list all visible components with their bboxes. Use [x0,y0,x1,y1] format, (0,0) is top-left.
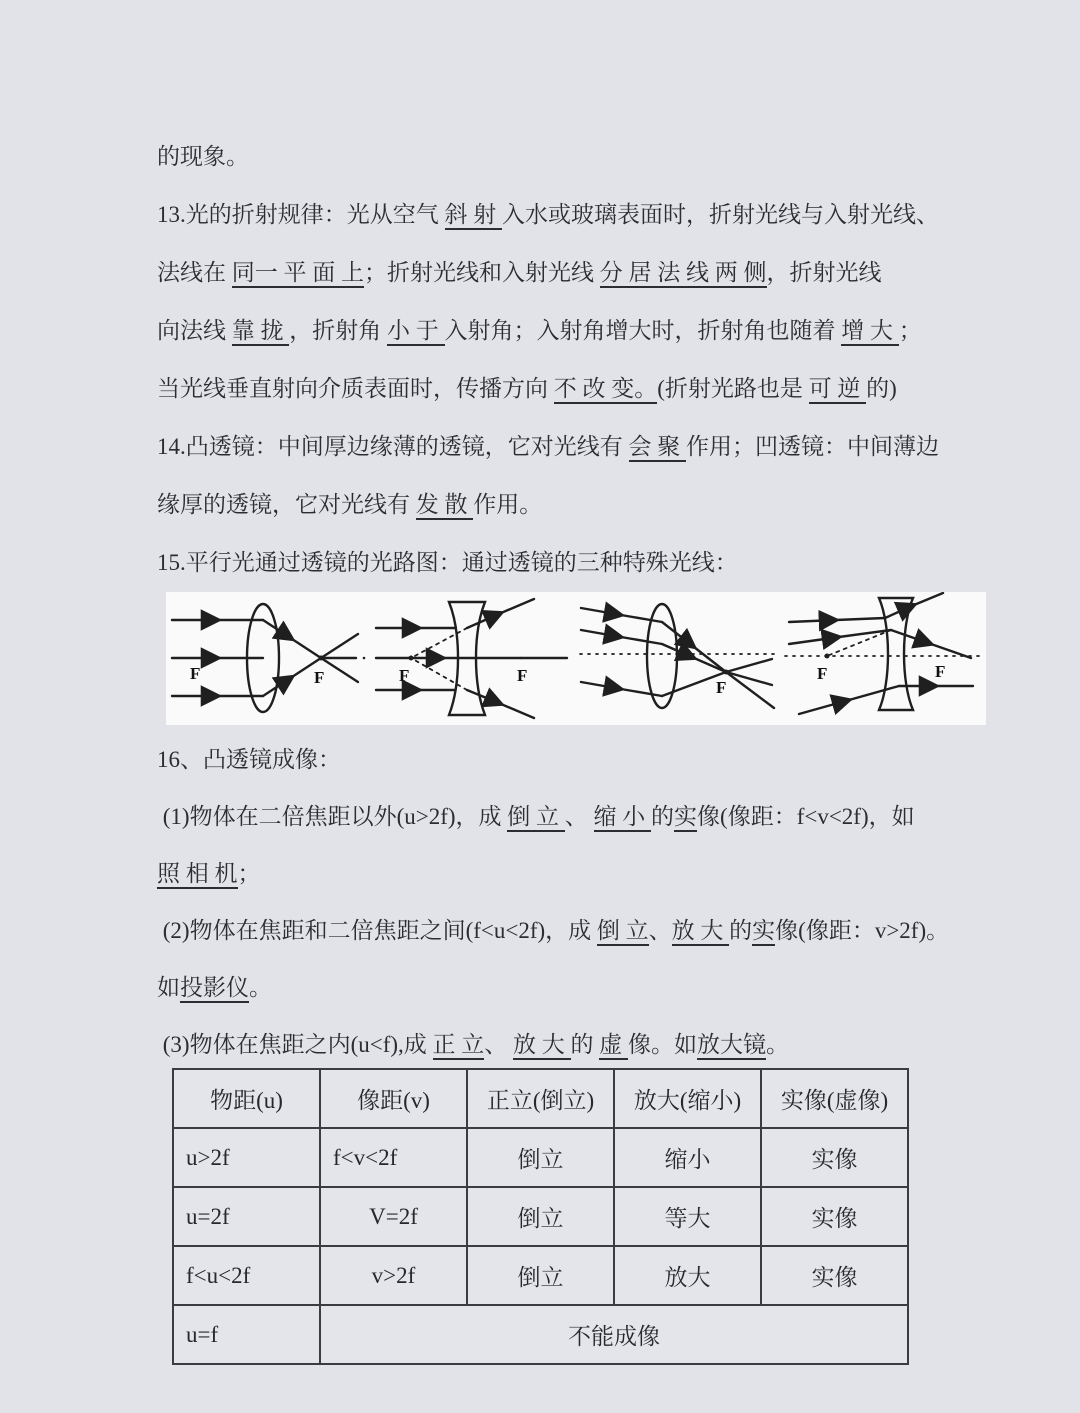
table-cell: u=f [173,1305,320,1364]
lens-diagrams-strip [166,592,986,725]
table-row [173,1305,908,1364]
table-header-cell: 正立(倒立) [467,1069,614,1128]
answer-blank: 倒 立 [597,918,649,946]
answer-blank: 发 散 [416,492,474,520]
answer-blank: 靠 拢 [232,318,290,346]
focal-point-label: F [716,678,727,697]
text-run: 作用；凹透镜：中间薄边 [686,434,939,459]
answer-blank: 放大镜 [697,1032,766,1060]
text-run: ，折射光线 [766,260,882,285]
text-line [157,302,947,360]
text-run: 法线在 [157,260,232,285]
text-run: 作用。 [473,492,543,517]
text-run: 入水或玻璃表面时，折射光线与入射光线、 [502,202,939,227]
answer-blank: 缩 小 [594,804,652,832]
table-cell: 不能成像 [320,1305,908,1364]
text-run: 向法线 [157,318,232,343]
answer-blank: 增 大 [841,318,899,346]
text-run: (1)物体在二倍焦距以外(u>2f)，成 [157,804,508,829]
text-run: 的 [729,918,753,943]
text-line [157,788,947,845]
table-header-cell: 像距(v) [320,1069,467,1128]
table-row [173,1069,908,1128]
text-run: 。 [249,975,272,1000]
answer-blank: 实 [752,918,775,946]
answer-blank: 实 [674,804,697,832]
answer-blank: 放 大 [672,918,730,946]
text-run: ；折射光线和入射光线 [364,260,600,285]
table-cell: 倒立 [467,1128,614,1187]
text-line [157,959,947,1016]
text-run: 16、凸透镜成像： [157,747,341,772]
text-line [157,186,947,244]
text-run: 的 [651,804,675,829]
table-cell: f<u<2f [173,1246,320,1305]
answer-blank: 小 于 [387,318,445,346]
table-cell: 放大 [614,1246,761,1305]
focal-point-label: F [935,662,946,681]
answer-blank: 倒 立 [507,804,565,832]
text-run: 的 [570,1032,600,1057]
lens-imaging-table [172,1068,909,1365]
text-line [157,476,947,534]
table-cell: 倒立 [467,1246,614,1305]
text-run: ； [898,318,922,343]
text-line [157,1016,947,1073]
concave-lens-diverging-diagram [371,592,576,725]
answer-blank: 放 大 [513,1032,571,1060]
text-run: 如 [157,975,180,1000]
text-run: 入射角；入射角增大时，折射角也随着 [444,318,842,343]
text-run: 14.凸透镜：中间厚边缘薄的透镜，它对光线有 [157,434,629,459]
answer-blank: 会 聚 [629,434,687,462]
text-line [157,360,947,418]
text-line [157,902,950,959]
text-run: 当光线垂直射向介质表面时，传播方向 [157,376,554,401]
table-row [173,1128,908,1187]
answer-blank: 可 逆 [809,376,867,404]
table-row [173,1246,908,1305]
text-run: 13.光的折射规律：光从空气 [157,202,445,227]
table-cell: 倒立 [467,1187,614,1246]
focal-point-label: F [190,664,201,683]
text-run: 像(像距：v>2f)。 [775,918,950,943]
text-run: 、 [564,804,594,829]
table-header-row [173,1069,908,1128]
answer-blank: 照 相 机 [157,861,238,889]
text-line [157,418,947,476]
answer-blank: 同一 平 面 上 [232,260,364,288]
text-run: (2)物体在焦距和二倍焦距之间(f<u<2f)，成 [157,918,597,943]
text-line [157,731,947,788]
focal-point-label: F [517,666,528,685]
text-line [157,128,947,186]
focal-point-label: F [399,666,410,685]
text-run: (3)物体在焦距之内(u<f),成 [157,1032,433,1057]
table-cell: u>2f [173,1128,320,1187]
table-cell: 实像 [761,1246,908,1305]
convex-lens-oblique-rays-diagram [576,592,781,725]
concave-lens-oblique-rays-diagram [781,592,986,725]
text-line [157,845,947,902]
table-cell: V=2f [320,1187,467,1246]
answer-blank: 不 改 变。 [554,376,658,404]
table-cell: 实像 [761,1187,908,1246]
answer-blank: 分 居 法 线 两 侧 [600,260,767,288]
answer-blank: 虚 [599,1032,628,1060]
text-run: 15.平行光通过透镜的光路图：通过透镜的三种特殊光线： [157,550,738,575]
concave-lens-shape [879,598,913,710]
text-line [157,534,947,592]
table-cell: 缩小 [614,1128,761,1187]
text-run: 、 [484,1032,514,1057]
text-run: 、 [648,918,672,943]
text-run: 。 [766,1032,790,1057]
table-cell: u=2f [173,1187,320,1246]
text-run: 的现象。 [157,144,249,169]
table-header-cell: 物距(u) [173,1069,320,1128]
text-run: 像(像距：f<v<2f)，如 [697,804,915,829]
text-line [157,244,947,302]
table-cell: f<v<2f [320,1128,467,1187]
focal-point-label: F [314,668,325,687]
table-header-cell: 实像(虚像) [761,1069,908,1128]
table-cell: 实像 [761,1128,908,1187]
table-row [173,1187,908,1246]
text-run: 的) [866,376,897,401]
text-run: 缘厚的透镜，它对光线有 [157,492,416,517]
convex-lens-converging-diagram [166,592,371,725]
focal-point-label: F [817,664,828,683]
notes-text-lower [157,731,950,1073]
text-run: 像。如 [628,1032,698,1057]
table-body [173,1128,908,1364]
table-header-cell: 放大(缩小) [614,1069,761,1128]
table-cell: v>2f [320,1246,467,1305]
text-run: (折射光路也是 [657,376,809,401]
answer-blank: 斜 射 [445,202,503,230]
table-cell: 等大 [614,1187,761,1246]
answer-blank: 正 立 [433,1032,485,1060]
text-run: ； [237,861,261,886]
answer-blank: 投影仪 [180,975,249,1003]
notes-text-upper [157,128,947,592]
text-run: ，折射角 [289,318,387,343]
